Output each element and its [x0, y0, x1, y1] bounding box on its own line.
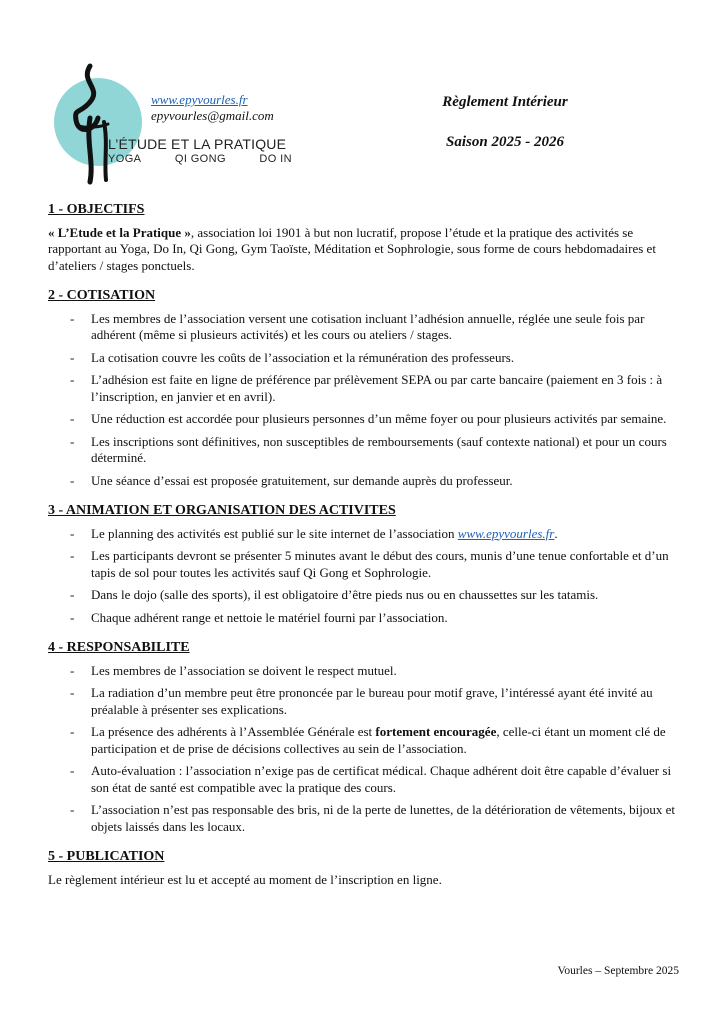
section-heading: 5 - PUBLICATION	[48, 849, 165, 864]
list-item: - La cotisation couvre les coûts de l’association et la rémunération des professeurs.	[48, 350, 680, 367]
section-paragraph: Le règlement intérieur est lu et accepté au moment de l’inscription en ligne.	[48, 871, 442, 887]
brand-block	[108, 136, 322, 165]
list-item	[48, 526, 680, 543]
section-heading: 3 - ANIMATION ET ORGANISATION DES ACTIVITES	[48, 503, 396, 518]
activity-yoga: YOGA	[108, 153, 142, 165]
list-item: - Dans le dojo (salle des sports), il est obligatoire d’être pieds nus ou en chaussettes sur les tatamis.	[48, 587, 680, 604]
contact-block	[151, 92, 274, 124]
list-item: - Les membres de l’association se doivent le respect mutuel.	[48, 663, 680, 680]
list-item	[48, 724, 680, 757]
list-item: - L’adhésion est faite en ligne de préférence par prélèvement SEPA ou par carte bancaire (paiement en 3 fois : à l’inscription, en janvier et en avril).	[48, 372, 680, 405]
list-item: - Les inscriptions sont définitives, non susceptibles de remboursements (sauf contexte national) et pour un cours déterminé.	[48, 434, 680, 467]
document-season: Saison 2025 - 2026	[446, 134, 564, 150]
email-address: epyvourles@gmail.com	[151, 108, 274, 123]
brand-name: L’ÉTUDE ET LA PRATIQUE	[108, 136, 287, 152]
association-name: « L’Etude et la Pratique »	[48, 224, 191, 240]
bullet-list	[48, 311, 680, 490]
item-text: .	[554, 525, 558, 541]
item-text: , celle-ci étant un moment clé de participation et de prise de décisions collectives au sein de l’association.	[91, 724, 666, 756]
brand-activities	[108, 153, 322, 165]
list-item: - Une séance d’essai est proposée gratuitement, sur demande auprès du professeur.	[48, 473, 680, 490]
section-objectifs	[48, 202, 680, 274]
section-animation	[48, 503, 680, 626]
section-heading: 2 - COTISATION	[48, 288, 156, 303]
footer-date: Vourles – Septembre 2025	[557, 965, 679, 977]
association-logo	[50, 62, 160, 187]
section-cotisation	[48, 288, 680, 489]
website-link[interactable]: www.epyvourles.fr	[457, 525, 555, 541]
list-item: - Une réduction est accordée pour plusieurs personnes d’un même foyer ou pour plusieurs activités par semaine.	[48, 411, 680, 428]
bullet-list	[48, 526, 680, 627]
list-item: - Chaque adhérent range et nettoie le matériel fourni par l’association.	[48, 610, 680, 627]
section-heading: 4 - RESPONSABILITE	[48, 640, 190, 655]
document-title: Règlement Intérieur	[442, 94, 568, 110]
bullet-list	[48, 663, 680, 836]
activity-qigong: QI GONG	[174, 153, 226, 165]
list-item: - La radiation d’un membre peut être prononcée par le bureau pour motif grave, l’intéressé ayant été invité au préalable à présenter ses explications.	[48, 685, 680, 718]
document-body	[48, 202, 680, 902]
website-link[interactable]: www.epyvourles.fr	[151, 92, 248, 107]
activity-doin: DO IN	[259, 153, 292, 165]
paragraph-text: , association loi 1901 à but non lucratif, propose l’étude et la pratique des activités se rapportant au Yoga, Do In, Qi Gong, Gym Taoïste, Méditation et Sophrologie, sous forme de cours hebdomadaires et d’ateliers / stages ponctuels.	[48, 224, 656, 273]
item-text: La présence des adhérents à l’Assemblée Générale est	[91, 724, 376, 739]
list-item: - Auto-évaluation : l’association n’exige pas de certificat médical. Chaque adhérent doit être capable d’évaluer si son état de santé est compatible avec la pratique des cours.	[48, 763, 680, 796]
section-paragraph	[48, 225, 680, 275]
section-responsabilite	[48, 640, 680, 835]
list-item: - Les membres de l’association versent une cotisation incluant l’adhésion annuelle, réglée une seule fois par adhérent (même si plusieurs activités) et les cours ou ateliers / stages.	[48, 311, 680, 344]
list-item: - Les participants devront se présenter 5 minutes avant le début des cours, munis d’une tenue confortable et d’un tapis de sol pour toutes les activités sauf Qi Gong et Sophrologie.	[48, 548, 680, 581]
item-emphasis: fortement encouragée	[375, 724, 497, 739]
section-publication	[48, 849, 680, 888]
list-item: - L’association n’est pas responsable des bris, ni de la perte de lunettes, de la détérioration de vêtements, bijoux et objets laissés dans les locaux.	[48, 802, 680, 835]
item-text: Le planning des activités est publié sur le site internet de l’association	[91, 525, 458, 541]
section-heading: 1 - OBJECTIFS	[48, 202, 145, 217]
